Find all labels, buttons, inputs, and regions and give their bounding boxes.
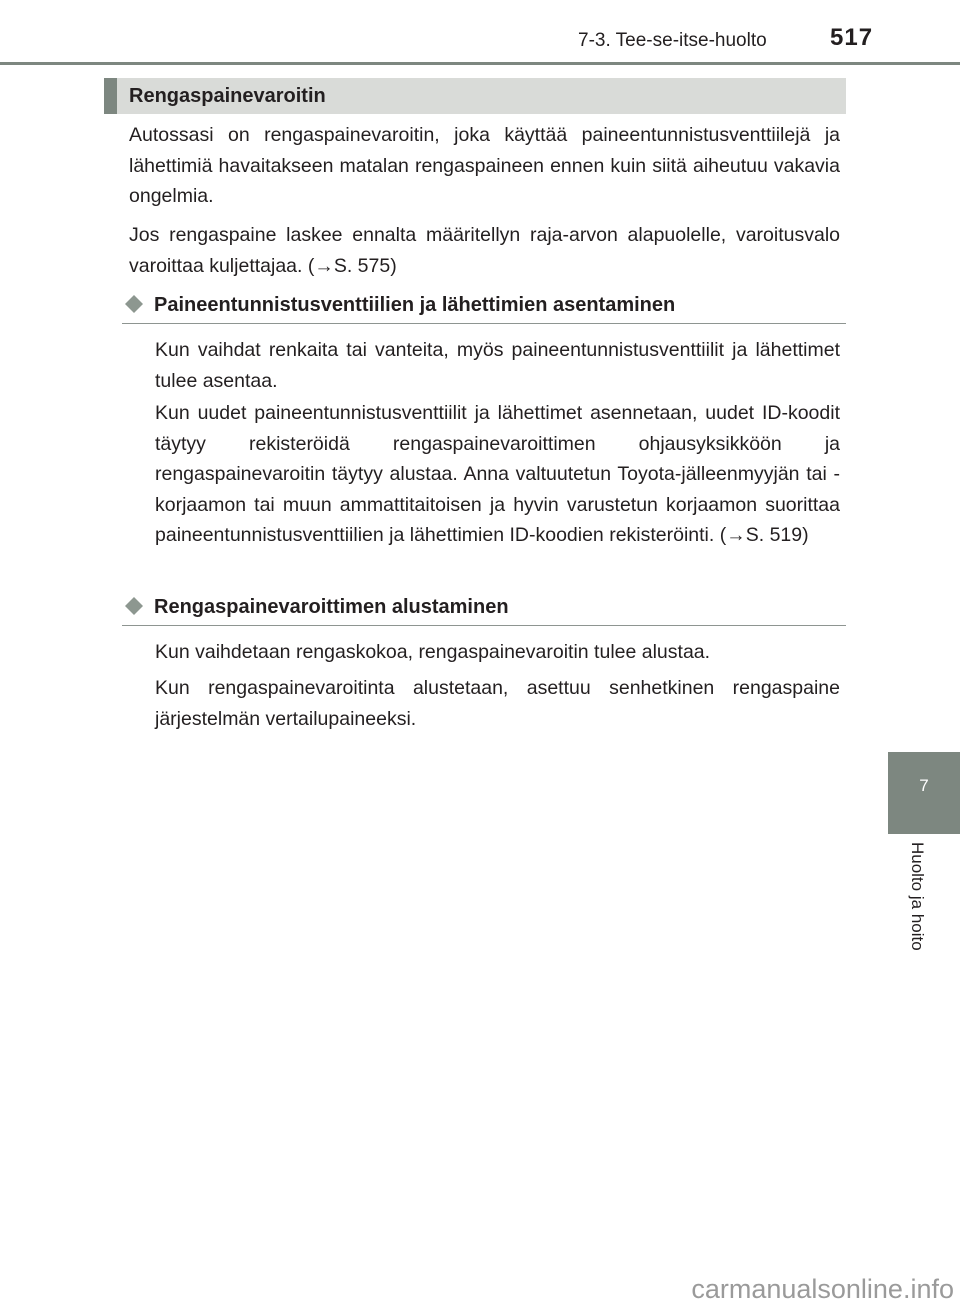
initialization-paragraph-1: Kun vaihdetaan rengaskokoa, rengaspainevaroitin tulee alustaa. (155, 641, 711, 663)
installation-paragraph-2: Kun uudet paineentunnistusventtiilit ja lähettimet asennetaan, uudet ID-koodit täytyy rekisteröidä rengaspainevaroittimen ohjausyksikköön ja rengaspainevaroitin täytyy alustaa. Anna valtuutetun Toyota-jälleenmyyjän tai -korjaamon tai muun ammattitaitoisen ja hyvin varustetun korjaamon suorittaa paineentunnistusventtiilien ja lähettimien ID-koodien rekisteröinti. (→S. 519) (155, 402, 840, 546)
intro-paragraph-1: Autossasi on rengaspainevaroitin, joka käyttää paineentunnistusventtiilejä ja lähettimiä havaitakseen matalan rengaspaineen ennen kuin siitä aiheutuu vakavia ongelmia. (129, 124, 840, 207)
header-divider (0, 62, 960, 65)
subsection-heading-text: Paineentunnistusventtiilien ja lähettimien asentaminen (154, 294, 676, 316)
subsection-heading-installation (122, 290, 846, 320)
intro-paragraph-2: Jos rengaspaine laskee ennalta määritellyn raja-arvon alapuolelle, varoitusvalo varoittaa kuljettajaa. (→S. 575) (129, 224, 840, 277)
subsection-divider (122, 323, 846, 324)
subsection-divider (122, 625, 846, 626)
chapter-tab: 7 (888, 752, 960, 834)
diamond-icon (125, 295, 143, 313)
installation-paragraph-1: Kun vaihdat renkaita tai vanteita, myös paineentunnistusventtiilit ja lähettimet tulee asentaa. (155, 339, 840, 392)
page-number: 517 (830, 24, 874, 51)
diamond-icon (125, 597, 143, 615)
chapter-section-title: 7-3. Tee-se-itse-huolto (578, 30, 767, 51)
watermark: carmanualsonline.info (691, 1274, 954, 1304)
subsection-heading-text: Rengaspainevaroittimen alustaminen (154, 596, 509, 618)
subsection-heading-initialization (122, 592, 846, 622)
chapter-tab-label: Huolto ja hoito (908, 842, 927, 951)
section-box-title: Rengaspainevaroitin (104, 78, 846, 114)
initialization-paragraph-2: Kun rengaspainevaroitinta alustetaan, asettuu senhetkinen rengaspaine järjestelmän vertailupaineeksi. (155, 677, 840, 730)
